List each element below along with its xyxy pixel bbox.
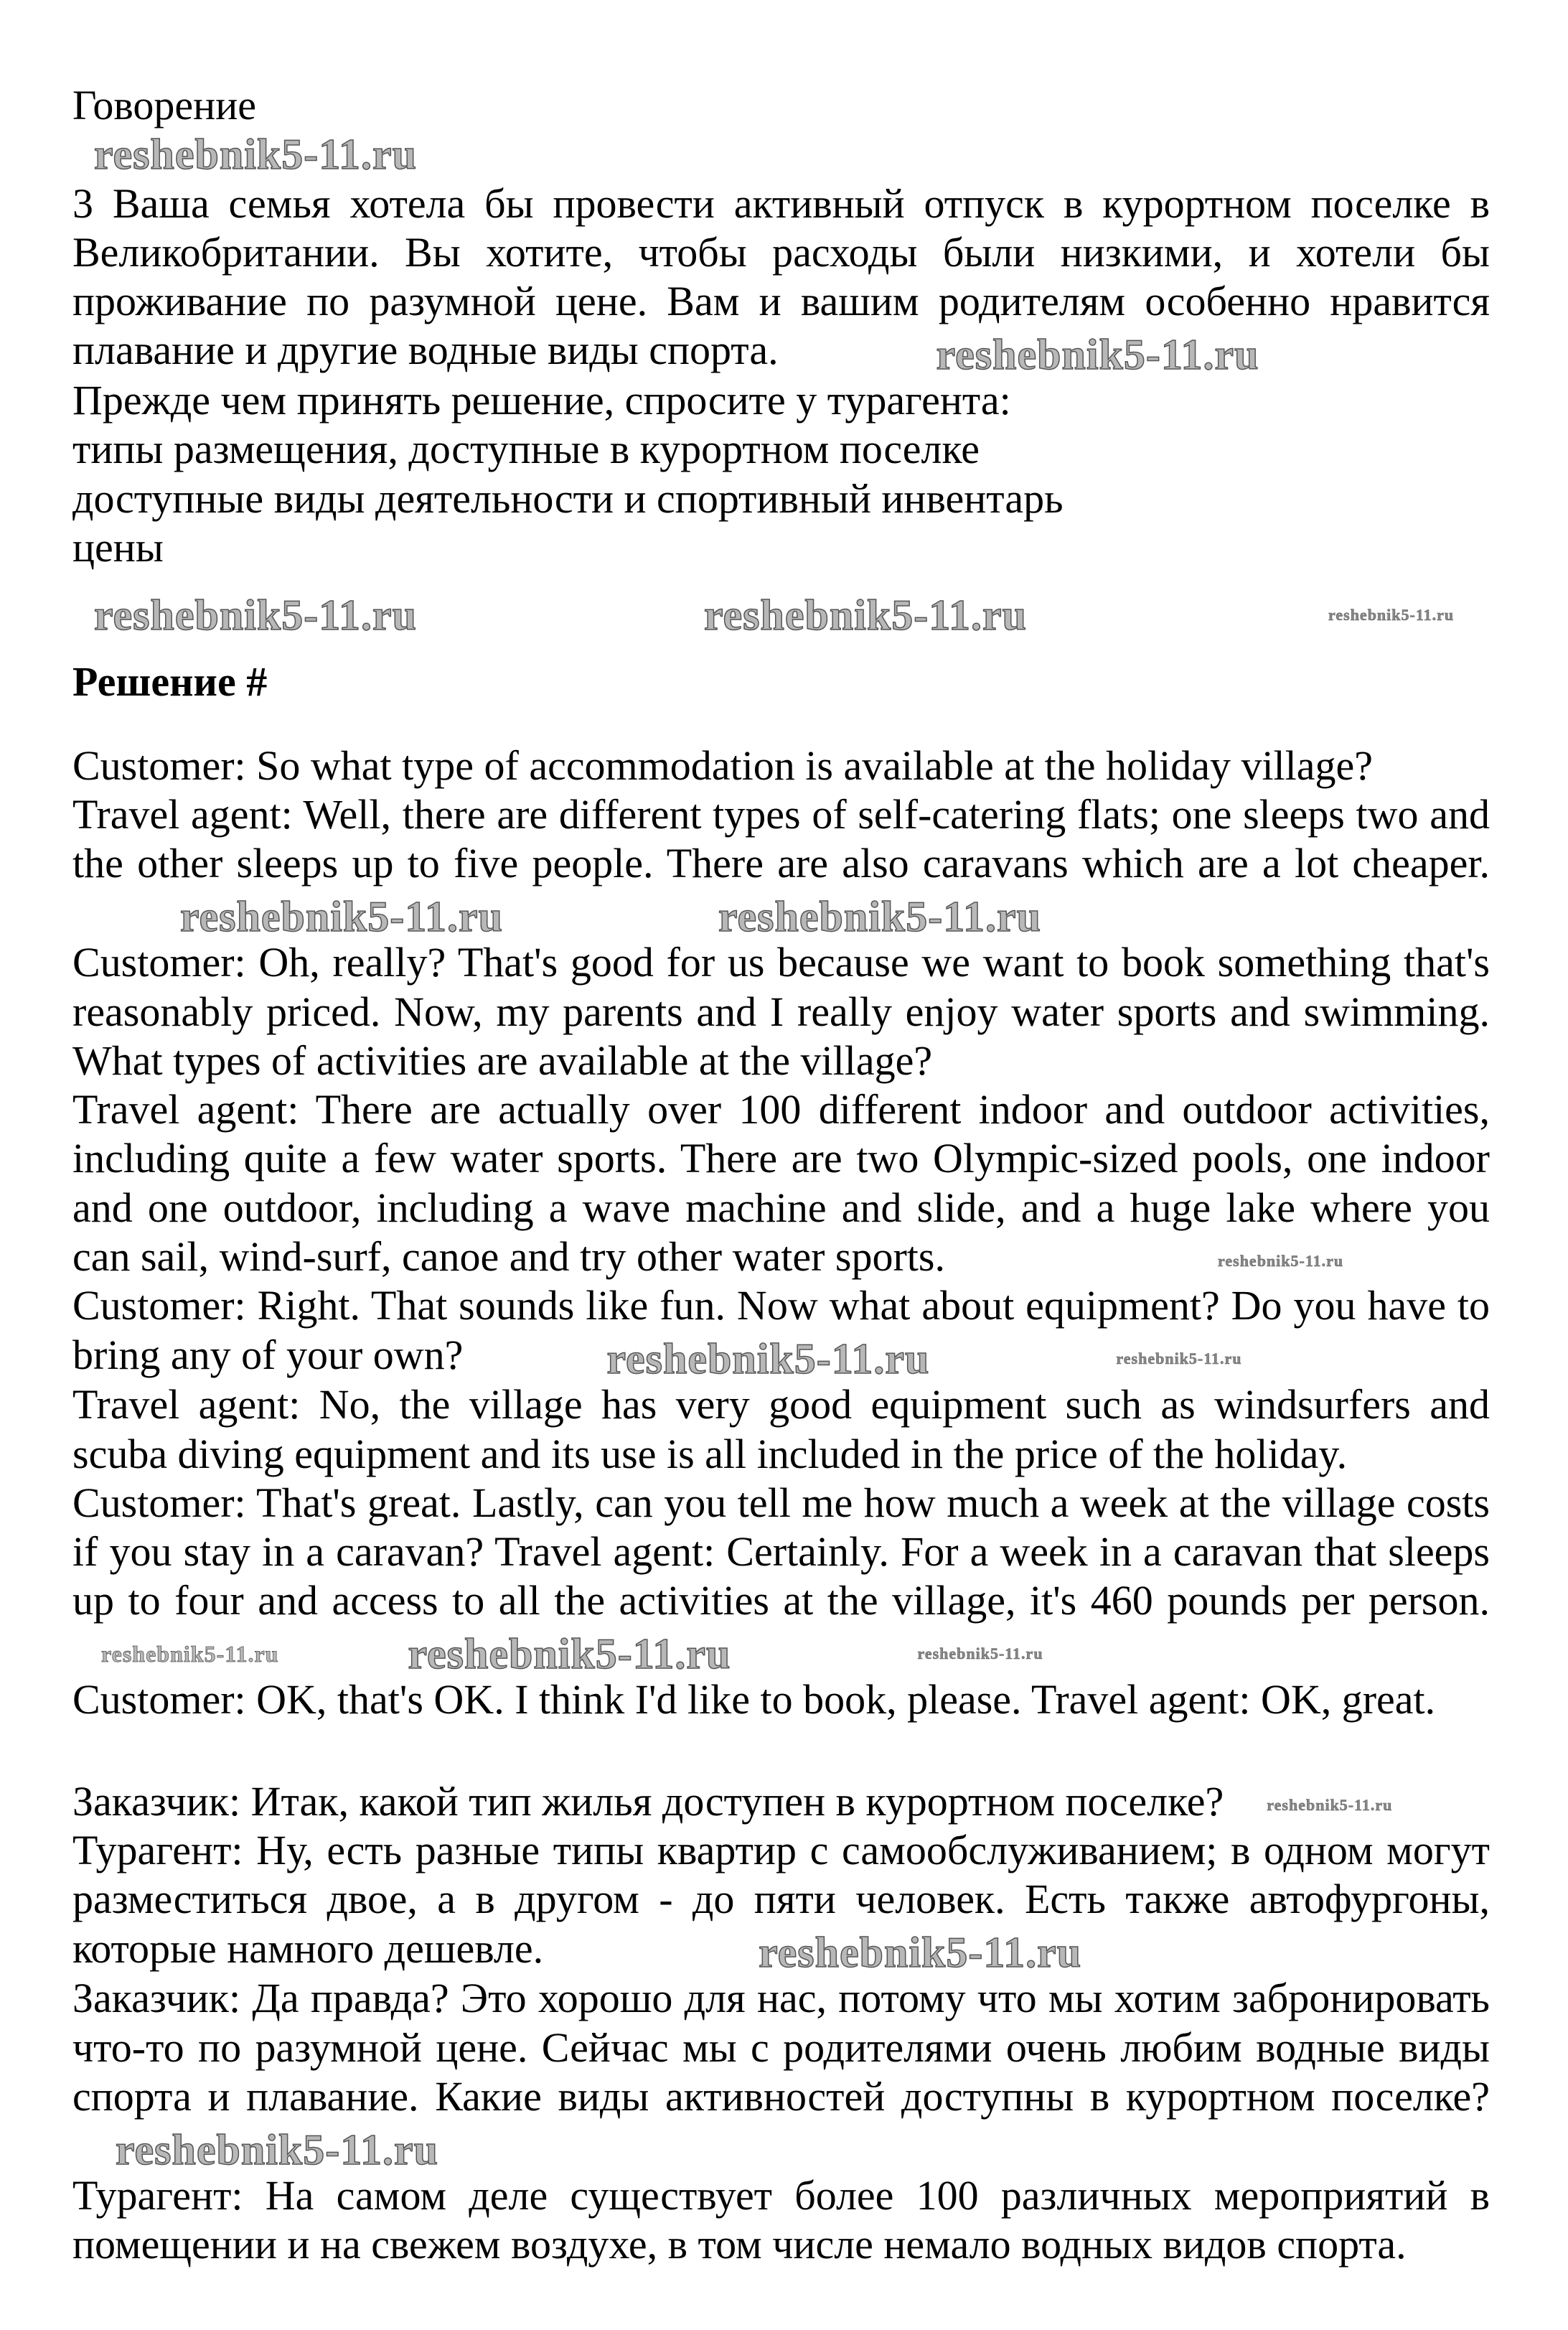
english-dialogue xyxy=(72,741,1490,1725)
dialogue-line: Customer: OK, that's OK. I think I'd like to book, please. Travel agent: OK, great. xyxy=(72,1676,1436,1723)
dialogue-line-container xyxy=(72,790,1490,941)
dialogue-line-container xyxy=(72,1479,1490,1676)
task-item: цены xyxy=(72,524,164,571)
task-paragraph: 3 Ваша семья хотела бы провести активный отпуск в курортном поселке в Великобритании. Вы хотите, чтобы расходы были низкими, и хотели бы проживание по разумной цене. Вам и вашим родителям особенно нравится плавание и другие водные виды спорта. xyxy=(72,179,1490,374)
russian-dialogue xyxy=(72,1777,1490,2270)
watermark: reshebnik5-11.ru xyxy=(936,331,1259,379)
watermark-row xyxy=(72,572,1490,658)
dialogue-line: Customer: That's great. Lastly, can you tell me how much a week at the village costs if you stay in a caravan? Travel agent: Certainly. For a week in a caravan that sleeps up to four and access to all the activities at the village, it's 460 pounds per person. xyxy=(72,1479,1490,1624)
watermark: reshebnik5-11.ru xyxy=(1116,1349,1242,1368)
dialogue-line-container xyxy=(72,1777,1490,1826)
section-title: Говорение xyxy=(72,82,256,128)
document-body xyxy=(72,81,1490,2270)
dialogue-line-container xyxy=(72,1974,1490,2174)
dialogue-line: Турагент: На самом деле существует более 100 различных мероприятий в помещении и на свежем воздухе, в том числе немало водных видов спорта. xyxy=(72,2171,1490,2268)
dialogue-line: Заказчик: Итак, какой тип жилья доступен в курортном поселке? xyxy=(72,1777,1224,1825)
watermark: reshebnik5-11.ru xyxy=(718,893,1041,941)
watermark: reshebnik5-11.ru xyxy=(1328,605,1455,624)
dialogue-line: Турагент: Ну, есть разные типы квартир с самообслуживанием; в одном могут разместиться двое, а в другом - до пяти человек. Есть также автофургоны, которые намного дешевле. xyxy=(72,1827,1490,1972)
task-item: доступные виды деятельности и спортивный инвентарь xyxy=(72,474,1064,522)
solution-heading: Решение # xyxy=(72,658,268,706)
watermark: reshebnik5-11.ru xyxy=(917,1644,1043,1663)
dialogue-line-container xyxy=(72,1826,1490,1977)
watermark: reshebnik5-11.ru xyxy=(408,1630,731,1678)
watermark: reshebnik5-11.ru xyxy=(606,1335,930,1383)
watermark: reshebnik5-11.ru xyxy=(116,2125,438,2174)
dialogue-line: Customer: So what type of accommodation is available at the holiday village? xyxy=(72,741,1374,789)
watermark: reshebnik5-11.ru xyxy=(180,893,503,941)
watermark: reshebnik5-11.ru xyxy=(1267,1796,1393,1815)
watermark: reshebnik5-11.ru xyxy=(704,591,1027,639)
dialogue-line-container xyxy=(72,1281,1490,1383)
dialogue-line: Travel agent: Well, there are different types of self-catering flats; one sleeps two and the other sleeps up to five people. There are also caravans which are a lot cheaper. xyxy=(72,790,1490,887)
watermark: reshebnik5-11.ru xyxy=(94,131,417,179)
watermark: reshebnik5-11.ru xyxy=(101,1641,279,1667)
dialogue-line-container xyxy=(72,1085,1490,1281)
dialogue-line: Заказчик: Да правда? Это хорошо для нас, потому что мы хотим забронировать что-то по разумной цене. Сейчас мы с родителями очень любим водные виды спорта и плавание. Какие виды активностей доступны в курортном поселке? xyxy=(72,1975,1490,2120)
dialogue-line: Travel agent: No, the village has very good equipment such as windsurfers and scuba diving equipment and its use is all included in the price of the holiday. xyxy=(72,1381,1490,1477)
dialogue-line: Customer: Right. That sounds like fun. Now what about equipment? Do you have to bring any of your own? xyxy=(72,1282,1490,1378)
task-paragraph-container xyxy=(72,179,1490,377)
task-prompt: Прежде чем принять решение, спросите у турагента: xyxy=(72,377,1011,424)
dialogue-line: Customer: Oh, really? That's good for us because we want to book something that's reasonably priced. Now, my parents and I really enjoy water sports and swimming. What types of activities are available at the village? xyxy=(72,939,1490,1084)
dialogue-line: Travel agent: There are actually over 100 different indoor and outdoor activities, including quite a few water sports. There are two Olympic-sized pools, one indoor and one outdoor, including a wave machine and slide, and a huge lake where you can sail, wind-surf, canoe and try other water sports. xyxy=(72,1086,1490,1281)
watermark: reshebnik5-11.ru xyxy=(1218,1251,1344,1270)
watermark: reshebnik5-11.ru xyxy=(759,1929,1082,1977)
watermark-row xyxy=(72,130,1490,179)
watermark: reshebnik5-11.ru xyxy=(94,591,417,639)
task-item: типы размещения, доступные в курортном поселке xyxy=(72,426,980,473)
